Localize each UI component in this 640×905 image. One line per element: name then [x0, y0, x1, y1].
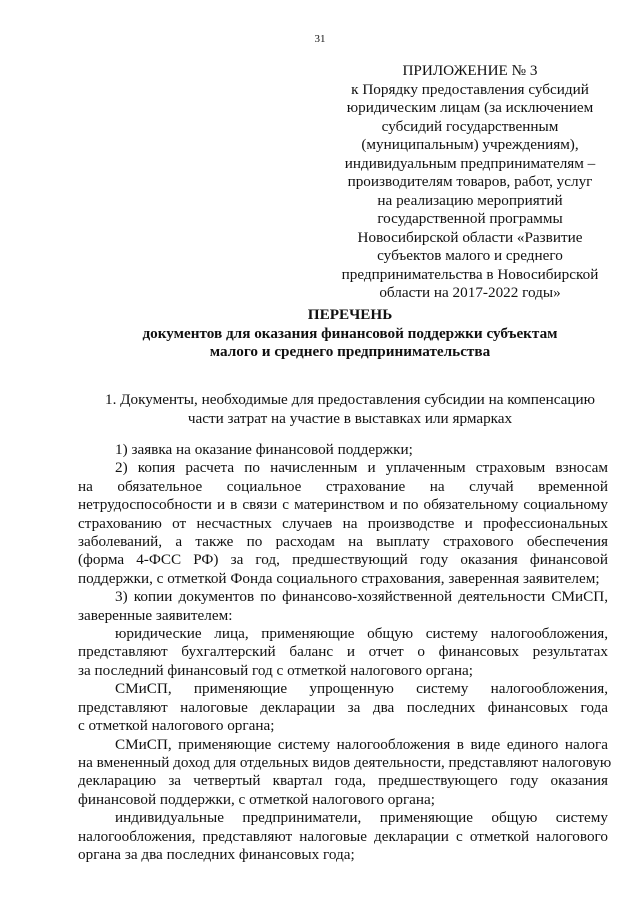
paragraph-line: заверенные заявителем:: [78, 606, 233, 624]
section-title-line: 1. Документы, необходимые для предоставления субсидии на компенсацию: [104, 391, 596, 408]
paragraph-line: нетрудоспособности и в связи с материнством и по обязательному социальному: [78, 496, 608, 514]
appendix-line: Новосибирской области «Развитие: [357, 228, 583, 246]
appendix-line: юридическим лицам (за исключением: [346, 99, 594, 116]
paragraph-line: на обязательное социальное страхование на случай временной: [78, 477, 608, 495]
page-number: 31: [314, 33, 326, 45]
document-body: [78, 441, 612, 864]
paragraph-line: поддержки, с отметкой Фонда социального страхования, заверенная заявителем;: [78, 569, 600, 587]
paragraph-line: налогообложения, представляют налоговые декларации с отметкой налогового: [78, 827, 608, 845]
paragraph-line: декларацию за четвертый квартал года, предшествующего году оказания: [78, 772, 608, 790]
paragraph-line: 3) копии документов по финансово-хозяйственной деятельности СМиСП,: [115, 588, 608, 606]
paragraph-line: на вмененный доход для отдельных видов деятельности, представляют налоговую: [78, 753, 612, 771]
paragraph-line: СМиСП, применяющие упрощенную систему налогообложения,: [115, 680, 608, 698]
paragraph-line: индивидуальные предприниматели, применяющие общую систему: [115, 809, 608, 827]
paragraph-line: 1) заявка на оказание финансовой поддержки;: [115, 441, 413, 458]
appendix-title: ПРИЛОЖЕНИЕ № 3: [402, 62, 538, 79]
paragraph-line: представляют бухгалтерский баланс и отчет о финансовых результатах: [78, 643, 608, 661]
paragraph-line: СМиСП, применяющие систему налогообложения в виде единого налога: [115, 735, 608, 753]
item-application: [78, 441, 608, 459]
appendix-line: государственной программы: [377, 210, 563, 227]
subitem-imputed-income-tax: [78, 735, 612, 810]
paragraph-line: представляют налоговые декларации за два последних финансовых года: [78, 698, 608, 716]
appendix-line: субсидий государственным: [381, 117, 559, 135]
paragraph-line: за последний финансовый год с отметкой налогового органа;: [78, 661, 473, 679]
heading-subtitle: документов для оказания финансовой поддержки субъектам: [142, 324, 558, 342]
document-heading: [60, 306, 640, 362]
appendix-line: на реализацию мероприятий: [377, 191, 563, 209]
appendix-line: (муниципальным) учреждениям),: [361, 136, 579, 153]
appendix-line: индивидуальным предпринимателям –: [344, 154, 596, 172]
appendix-line: субъектов малого и среднего: [377, 247, 563, 264]
section-title-line: части затрат на участие в выставках или ярмарках: [187, 409, 513, 427]
paragraph-line: страхованию от несчастных случаев на производстве и профессиональных: [78, 514, 608, 532]
paragraph-line: 2) копия расчета по начисленным и уплаченным страховым взносам: [115, 459, 608, 477]
paragraph-line: органа за два последних финансовых года;: [78, 845, 355, 863]
heading-subtitle: малого и среднего предпринимательства: [209, 343, 491, 360]
paragraph-line: юридические лица, применяющие общую систему налогообложения,: [115, 625, 608, 643]
item-insurance-calculation: [78, 459, 608, 588]
appendix-line: к Порядку предоставления субсидий: [351, 80, 589, 98]
paragraph-line: заболеваний, а также по расходам на выплату страхового обеспечения: [78, 533, 608, 551]
subitem-simplified-tax: [78, 680, 608, 735]
heading-title: ПЕРЕЧЕНЬ: [307, 306, 393, 323]
appendix-line: области на 2017-2022 годы»: [379, 284, 561, 301]
paragraph-line: (форма 4-ФСС РФ) за год, предшествующий году оказания финансовой: [78, 551, 608, 569]
appendix-header: [338, 62, 602, 303]
appendix-line: предпринимательства в Новосибирской: [341, 265, 599, 283]
subitem-legal-entities: [78, 625, 608, 680]
appendix-line: производителям товаров, работ, услуг: [347, 173, 593, 190]
subitem-individual-entrepreneurs: [78, 809, 608, 864]
paragraph-line: финансовой поддержки, с отметкой налогового органа;: [78, 790, 436, 808]
section-title: [60, 391, 640, 428]
paragraph-line: с отметкой налогового органа;: [78, 717, 275, 735]
item-financial-documents: [78, 588, 608, 625]
